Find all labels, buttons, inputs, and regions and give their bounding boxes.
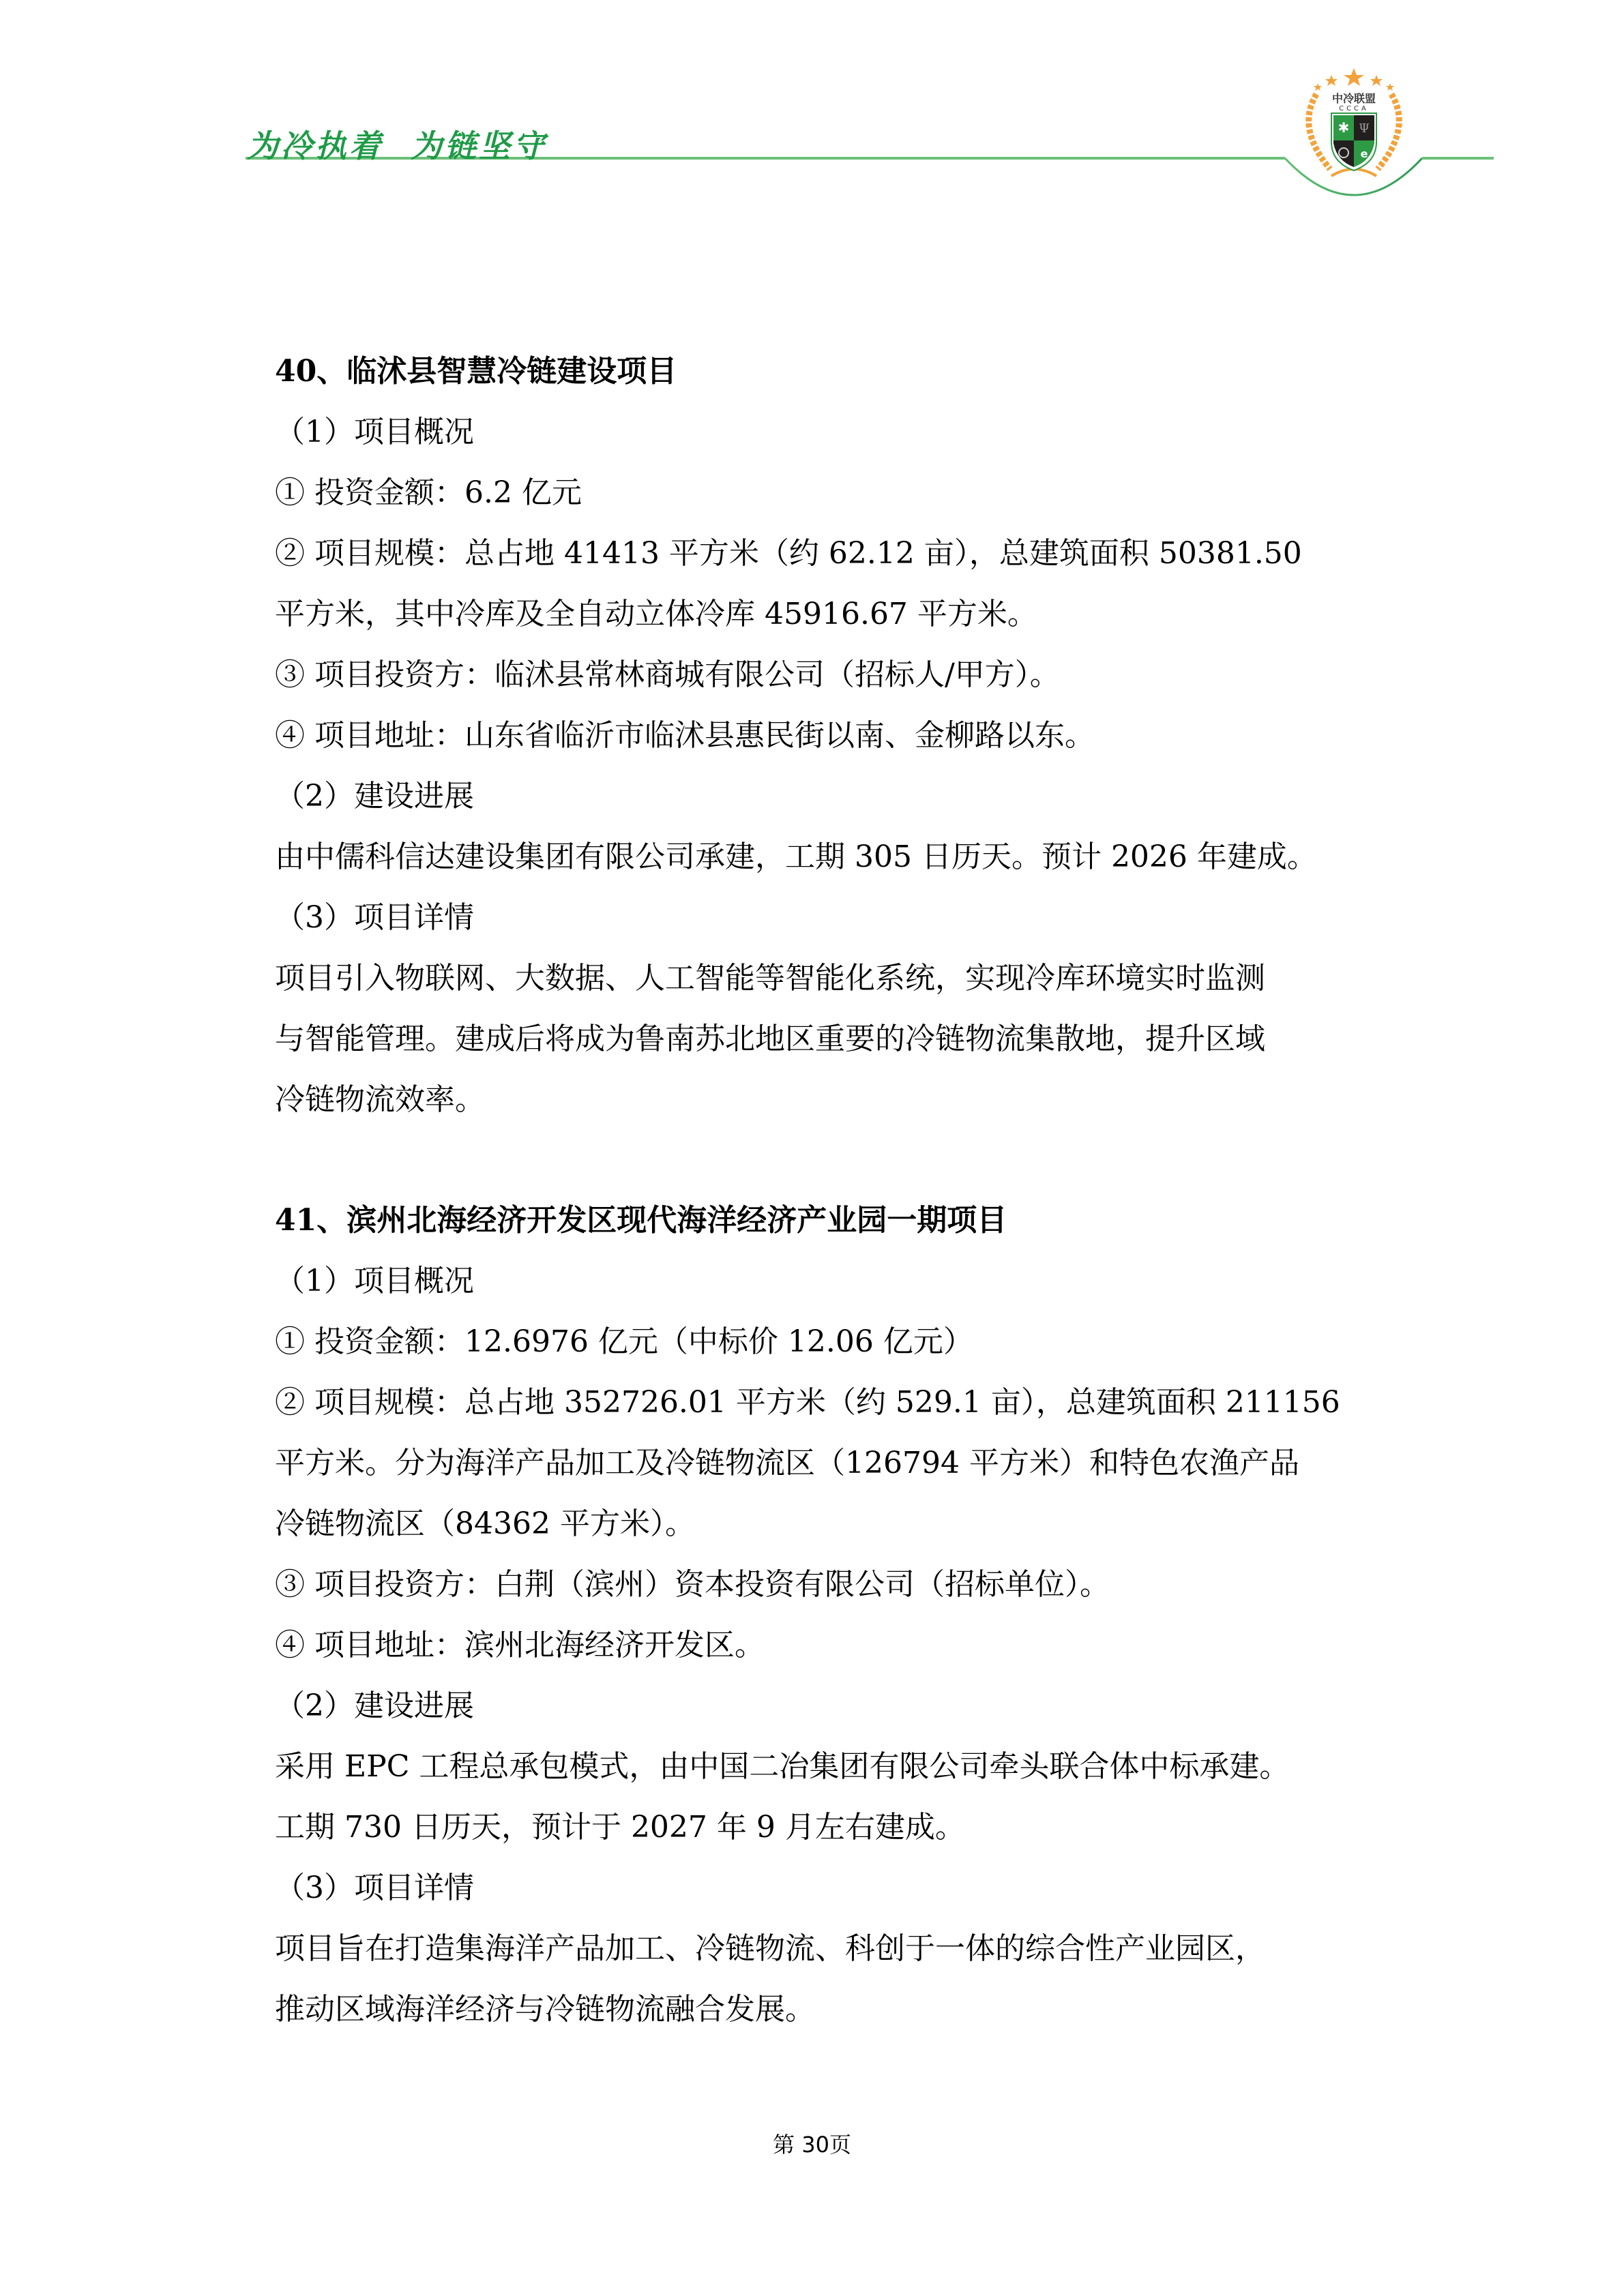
paragraph-line: ④ 项目地址：山东省临沂市临沭县惠民街以南、金柳路以东。 [275,718,1095,753]
paragraph-line: ③ 项目投资方：临沭县常林商城有限公司（招标人/甲方）。 [275,657,1060,692]
paragraph-line: ① 投资金额：12.6976 亿元（中标价 12.06 亿元） [275,1324,973,1359]
paragraph-line: 与智能管理。建成后将成为鲁南苏北地区重要的冷链物流集散地，提升区域 [275,1022,1265,1056]
paragraph-line: ② 项目规模：总占地 352726.01 平方米（约 529.1 亩），总建筑面积 211156 [275,1385,1340,1420]
paragraph-line: 推动区域海洋经济与冷链物流融合发展。 [275,1992,815,2027]
subheading: （3）项目详情 [275,900,474,935]
paragraph-line: ③ 项目投资方：白荆（滨州）资本投资有限公司（招标单位）。 [275,1567,1110,1602]
paragraph-line: 平方米，其中冷库及全自动立体冷库 45916.67 平方米。 [275,597,1037,631]
subheading: （1）项目概况 [275,1264,474,1298]
page-number: 第 30页 [773,2132,851,2158]
paragraph-line: 采用 EPC 工程总承包模式，由中国二冶集团有限公司牵头联合体中标承建。 [275,1749,1290,1784]
subheading: （2）建设进展 [275,1688,474,1723]
paragraph-line: 冷链物流效率。 [275,1082,485,1117]
svg-text:Ψ: Ψ [1359,121,1370,136]
subheading: （1）项目概况 [275,415,474,449]
svg-text:CCCA: CCCA [1339,105,1369,113]
paragraph-line: 由中儒科信达建设集团有限公司承建，工期 305 日历天。预计 2026 年建成。 [275,839,1317,874]
section-spacer [275,1130,1366,1190]
section-title: 41、滨州北海经济开发区现代海洋经济产业园一期项目 [275,1203,1007,1238]
header-slogan: 为冷执着 为链坚守 [247,128,548,164]
paragraph-line: 工期 730 日历天，预计于 2027 年 9 月左右建成。 [275,1810,965,1845]
subheading: （2）建设进展 [275,779,474,814]
section-title: 40、临沭县智慧冷链建设项目 [275,354,677,389]
paragraph-line: 项目旨在打造集海洋产品加工、冷链物流、科创于一体的综合性产业园区， [275,1931,1265,1966]
paragraph-line: 平方米。分为海洋产品加工及冷链物流区（126794 平方米）和特色农渔产品 [275,1446,1299,1480]
ccca-logo-icon [1289,67,1419,183]
svg-text:e: e [1360,147,1368,160]
paragraph-line: 冷链物流区（84362 平方米）。 [275,1506,695,1541]
paragraph-line: ④ 项目地址：滨州北海经济开发区。 [275,1628,765,1663]
document-body [275,341,1366,2040]
paragraph-line: ① 投资金额：6.2 亿元 [275,475,582,510]
paragraph-line: ② 项目规模：总占地 41413 平方米（约 62.12 亩），总建筑面积 50381.50 [275,536,1302,571]
paragraph-line: 项目引入物联网、大数据、人工智能等智能化系统，实现冷库环境实时监测 [275,961,1265,996]
svg-text:中冷联盟: 中冷联盟 [1331,92,1376,105]
svg-text:✱: ✱ [1338,119,1350,136]
subheading: （3）项目详情 [275,1870,474,1905]
